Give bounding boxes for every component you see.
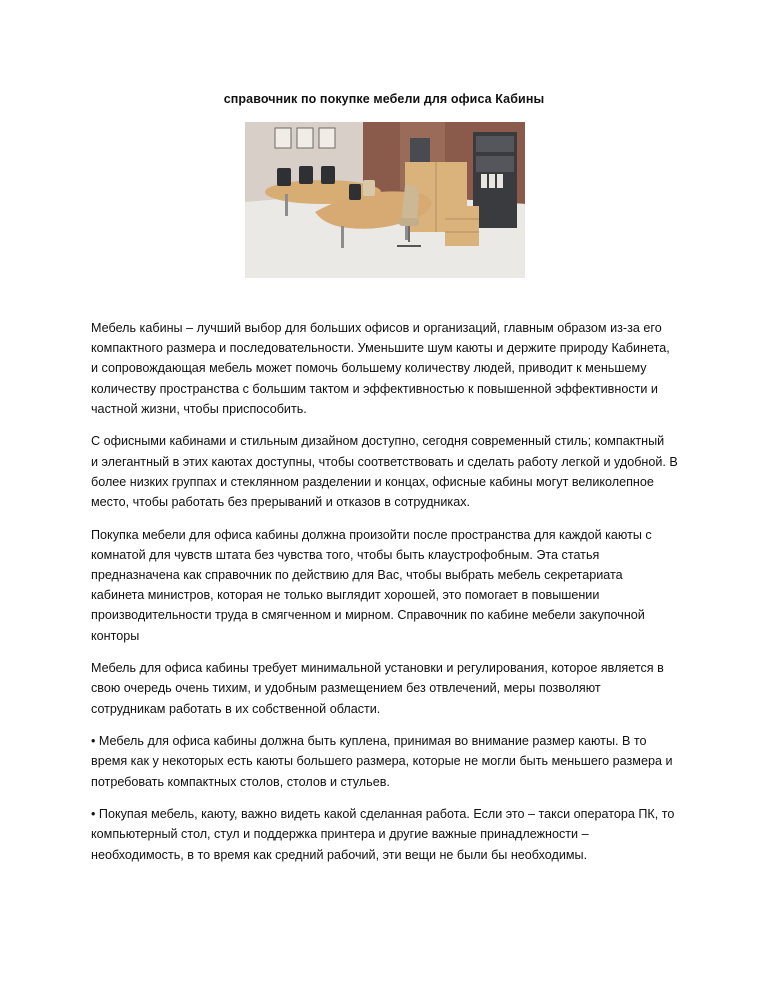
paragraph: С офисными кабинами и стильным дизайном доступно, сегодня современный стиль; компактный и элегантный в этих каютах доступны, чтобы соответствовать и сделать работу легкой и удобной. В более низких группах и стеклянном разделении и концах, офисные кабины могут великолепное место, чтобы работать без прерываний и отказов в сотрудниках. [91,434,678,510]
office-cabin-furniture-photo [245,122,525,278]
paragraph: Мебель для офиса кабины требует минимальной установки и регулирования, которое является в свою очередь очень тихим, и удобным размещением без отвлечений, меры позволяют сотрудникам работать в их собственной области. [91,661,664,716]
paragraph: Покупка мебели для офиса кабины должна произойти после пространства для каждой каюты с комнатой для чувств штата без чувства того, чтобы быть клаустрофобным. Эта статья предназначена как справочник по действию для Вас, чтобы выбрать мебель секретариата кабинета министров, которая не только выглядит хорошей, это помогает в повышении производительности труда в смягченном и мирном. Справочник по кабине мебели закупочной конторы [91,527,652,643]
bullet-paragraph: • Мебель для офиса кабины должна быть куплена, принимая во внимание размер каюты. В то время как у некоторых есть каюты большего размера, которые не могли быть меньшего размера и потребовать компактных столов, столов и стульев. [91,734,673,789]
paragraph: Мебель кабины – лучший выбор для больших офисов и организаций, главным образом из-за его компактного размера и последовательности. Уменьшите шум каюты и держите природу Кабинета, и сопровождающая мебель может помочь большему количеству людей, приводит к меньшему количеству пространства с большим тактом и эффективностью к повышенной эффективности и частной жизни, чтобы приспособить. [91,321,670,416]
bullet-paragraph: • Покупая мебель, каюту, важно видеть какой сделанная работа. Если это – такси оператора ПК, то компьютерный стол, стул и поддержка принтера и другие важные принадлежности – необходимость, в то время как средний рабочий, эти вещи не были бы необходимы. [91,807,675,862]
page-title: справочник по покупке мебели для офиса Кабины [223,92,545,106]
article-body [91,318,691,877]
